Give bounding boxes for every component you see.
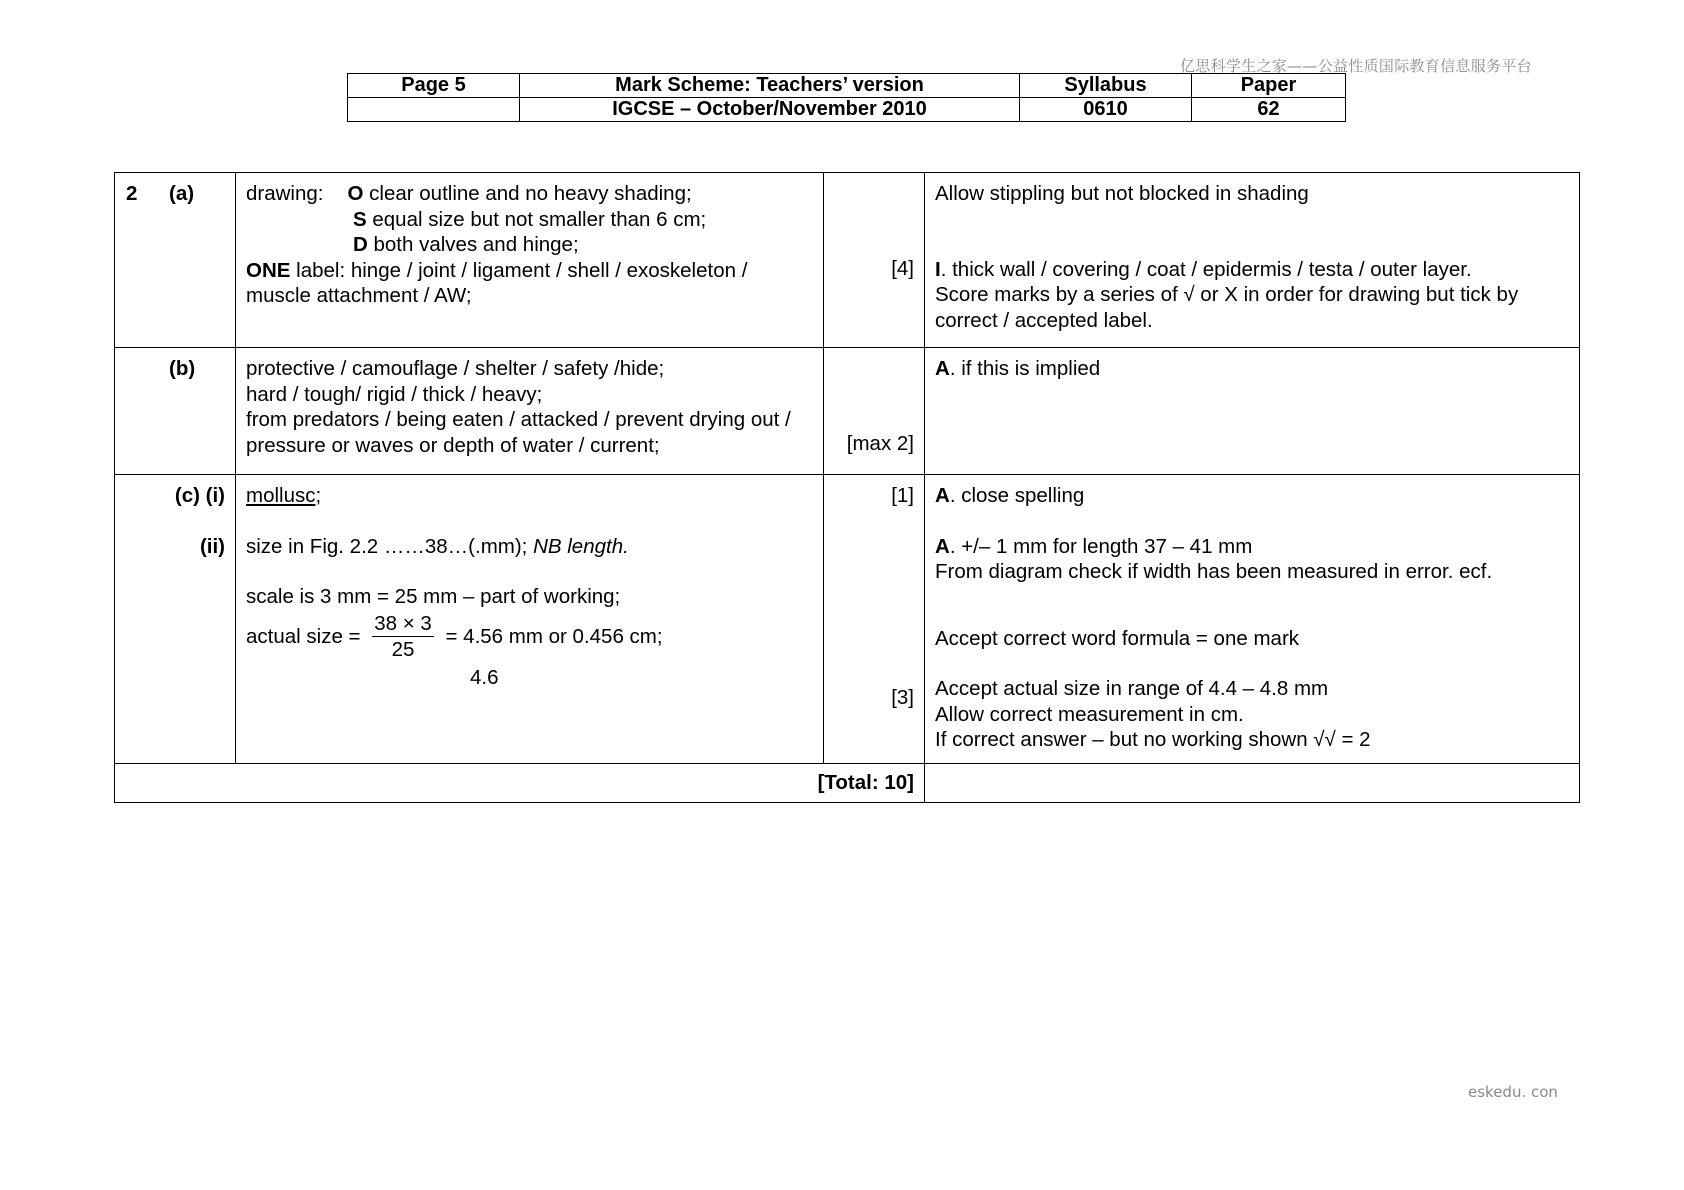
mark-value: [max 2] xyxy=(846,432,914,455)
question-number-cell xyxy=(115,173,236,348)
drawing-label: drawing: xyxy=(246,182,324,205)
answer-line-actual xyxy=(246,612,813,663)
accept-bold: A xyxy=(935,357,950,380)
answer-alt-value: 4.6 xyxy=(470,665,499,689)
guidance-line xyxy=(935,483,1569,509)
accept-text: . if this is implied xyxy=(949,357,1101,380)
watermark-top-text: 亿思科学生之家——公益性质国际教育信息服务平台 xyxy=(1180,57,1532,75)
size-text: size in Fig. 2.2 ……38…(.mm); xyxy=(246,534,534,558)
guidance-cell xyxy=(925,475,1580,764)
guidance-line: From diagram check if width has been measured in error. ecf. xyxy=(935,560,1493,583)
mark-value-ii: [3] xyxy=(891,685,914,709)
row-2a xyxy=(115,173,1580,348)
fraction-denominator: 25 xyxy=(391,637,415,661)
question-part: (a) xyxy=(169,182,195,205)
accept-bold: A xyxy=(935,534,950,558)
answer-cell xyxy=(236,348,824,475)
header-row-1 xyxy=(348,74,1346,98)
header-table xyxy=(347,73,1346,122)
mark-cell xyxy=(824,475,925,764)
answer-line-size xyxy=(246,534,813,560)
answer-line-i xyxy=(246,483,813,509)
answer-mollusc: mollusc xyxy=(246,484,316,507)
row-total xyxy=(115,763,1580,803)
accept-text: . close spelling xyxy=(949,484,1085,507)
guidance-line: Allow correct measurement in cm. xyxy=(935,702,1244,726)
criterion-s-letter: S xyxy=(353,207,367,231)
mark-value: [4] xyxy=(891,257,914,280)
ignore-text: . thick wall / covering / coat / epidermis / testa / outer layer. xyxy=(940,257,1472,281)
answer-cell xyxy=(236,475,824,764)
answer-line: from predators / being eaten / attacked / prevent drying out / pressure or waves or depth of water / current; xyxy=(246,408,791,457)
answer-tail: ; xyxy=(315,484,322,507)
header-empty-cell xyxy=(348,98,520,122)
drawing-line-o xyxy=(246,181,813,207)
header-exam: IGCSE – October/November 2010 xyxy=(520,98,1020,122)
drawing-line-s xyxy=(246,207,813,233)
accept-bold: A xyxy=(935,484,950,507)
header-syllabus-code: 0610 xyxy=(1020,98,1192,122)
mark-cell xyxy=(824,173,925,348)
question-number-cell xyxy=(115,348,236,475)
header-page: Page 5 xyxy=(348,74,520,98)
answer-line-scale: scale is 3 mm = 25 mm – part of working; xyxy=(246,585,621,608)
question-part: (b) xyxy=(169,357,196,380)
header-syllabus-label: Syllabus xyxy=(1020,74,1192,98)
mark-scheme-table xyxy=(114,172,1580,803)
answer-cell xyxy=(236,173,824,348)
drawing-line-d xyxy=(246,232,813,258)
fraction xyxy=(372,612,434,663)
question-part-ii: (ii) xyxy=(199,534,225,558)
guidance-line: Allow stippling but not blocked in shading xyxy=(935,182,1309,205)
answer-line: protective / camouflage / shelter / safety /hide; xyxy=(246,357,665,380)
mark-cell xyxy=(824,348,925,475)
one-bold: ONE xyxy=(246,258,291,282)
total-marks: [Total: 10] xyxy=(115,763,925,803)
header-paper-label: Paper xyxy=(1192,74,1346,98)
guidance-ignore-line xyxy=(935,257,1569,283)
guidance-cell xyxy=(925,173,1580,348)
actual-size-result: = 4.56 mm or 0.456 cm; xyxy=(445,624,663,648)
criterion-s-text: equal size but not smaller than 6 cm; xyxy=(366,207,707,231)
row-2b xyxy=(115,348,1580,475)
guidance-line: Score marks by a series of √ or X in order for drawing but tick by correct / accepted label. xyxy=(935,283,1519,332)
label-text: label: hinge / joint / ligament / shell / exoskeleton / muscle attachment / AW; xyxy=(246,258,748,307)
actual-size-label: actual size = xyxy=(246,624,361,648)
guidance-line xyxy=(935,534,1569,560)
ignore-bold: I xyxy=(935,257,941,281)
criterion-o-letter: O xyxy=(347,182,364,205)
header-paper-number: 62 xyxy=(1192,98,1346,122)
answer-line: hard / tough/ rigid / thick / heavy; xyxy=(246,382,543,406)
fraction-numerator: 38 × 3 xyxy=(374,611,432,635)
guidance-line: Accept actual size in range of 4.4 – 4.8 mm xyxy=(935,677,1329,700)
mark-value-i: [1] xyxy=(891,484,914,507)
label-line xyxy=(246,258,813,309)
question-part-c-i: (c) (i) xyxy=(174,484,225,507)
row-2c xyxy=(115,475,1580,764)
guidance-line: If correct answer – but no working shown √√ = 2 xyxy=(935,728,1371,751)
criterion-d-text: both valves and hinge; xyxy=(367,233,579,256)
total-empty-cell xyxy=(925,763,1580,803)
criterion-d-letter: D xyxy=(353,233,368,256)
size-note: NB length. xyxy=(533,534,629,558)
watermark-bottom-text: eskedu. con xyxy=(1468,1083,1558,1101)
header-row-2 xyxy=(348,98,1346,122)
accept-text: . +/– 1 mm for length 37 – 41 mm xyxy=(949,534,1253,558)
guidance-line: Accept correct word formula = one mark xyxy=(935,626,1300,650)
guidance-cell xyxy=(925,348,1580,475)
question-number-cell xyxy=(115,475,236,764)
guidance-line xyxy=(935,356,1569,382)
header-title: Mark Scheme: Teachers’ version xyxy=(520,74,1020,98)
criterion-o-text: clear outline and no heavy shading; xyxy=(363,182,692,205)
question-number: 2 xyxy=(126,182,138,205)
